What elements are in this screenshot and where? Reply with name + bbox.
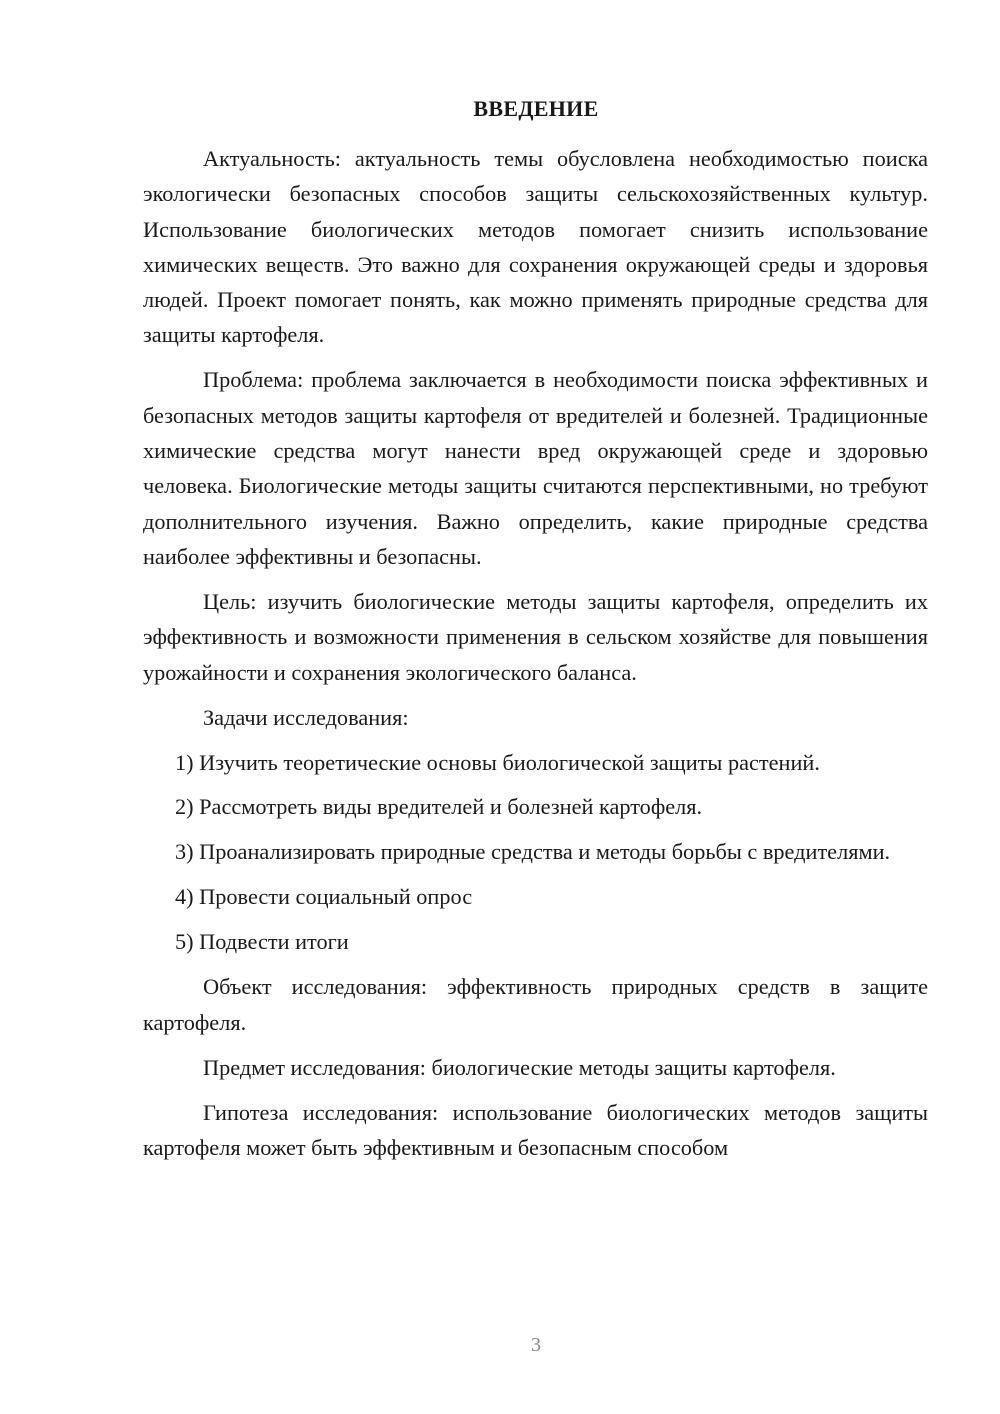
paragraph-hypothesis: Гипотеза исследования: использование биологических методов защиты картофеля может быть эффективным и безопасным способом bbox=[143, 1099, 928, 1160]
body-text bbox=[143, 141, 928, 1175]
paragraph-object: Объект исследования: эффективность природных средств в защите картофеля. bbox=[143, 974, 928, 1035]
task-item-4: 4) Провести социальный опрос bbox=[175, 884, 473, 910]
paragraph-subject: Предмет исследования: биологические методы защиты картофеля. bbox=[203, 1054, 836, 1080]
task-item-5: 5) Подвести итоги bbox=[175, 929, 349, 955]
paragraph-problem: Проблема: проблема заключается в необходимости поиска эффективных и безопасных методов защиты картофеля от вредителей и болезней. Традиционные химические средства могут нанести вред окружающей среде и здоровью человека. Биологические методы защиты считаются перспективными, но требуют дополнительного изучения. Важно определить, какие природные средства наиболее эффективны и безопасны. bbox=[143, 367, 928, 569]
paragraph-tasks-heading: Задачи исследования: bbox=[203, 704, 409, 730]
page-title: ВВЕДЕНИЕ bbox=[473, 96, 599, 121]
paragraph-goal: Цель: изучить биологические методы защиты картофеля, определить их эффективность и возможности применения в сельском хозяйстве для повышения урожайности и сохранения экологического баланса. bbox=[143, 588, 928, 685]
page-number: 3 bbox=[531, 1334, 541, 1356]
task-item-1: 1) Изучить теоретические основы биологической защиты растений. bbox=[175, 749, 820, 775]
paragraph-relevance: Актуальность: актуальность темы обусловлена необходимостью поиска экологически безопасных способов защиты сельскохозяйственных культур. Использование биологических методов помогает снизить использование химических веществ. Это важно для сохранения окружающей среды и здоровья людей. Проект помогает понять, как можно применять природные средства для защиты картофеля. bbox=[143, 146, 928, 348]
task-item-2: 2) Рассмотреть виды вредителей и болезней картофеля. bbox=[175, 794, 703, 820]
task-item-3: 3) Проанализировать природные средства и методы борьбы с вредителями. bbox=[175, 839, 891, 865]
